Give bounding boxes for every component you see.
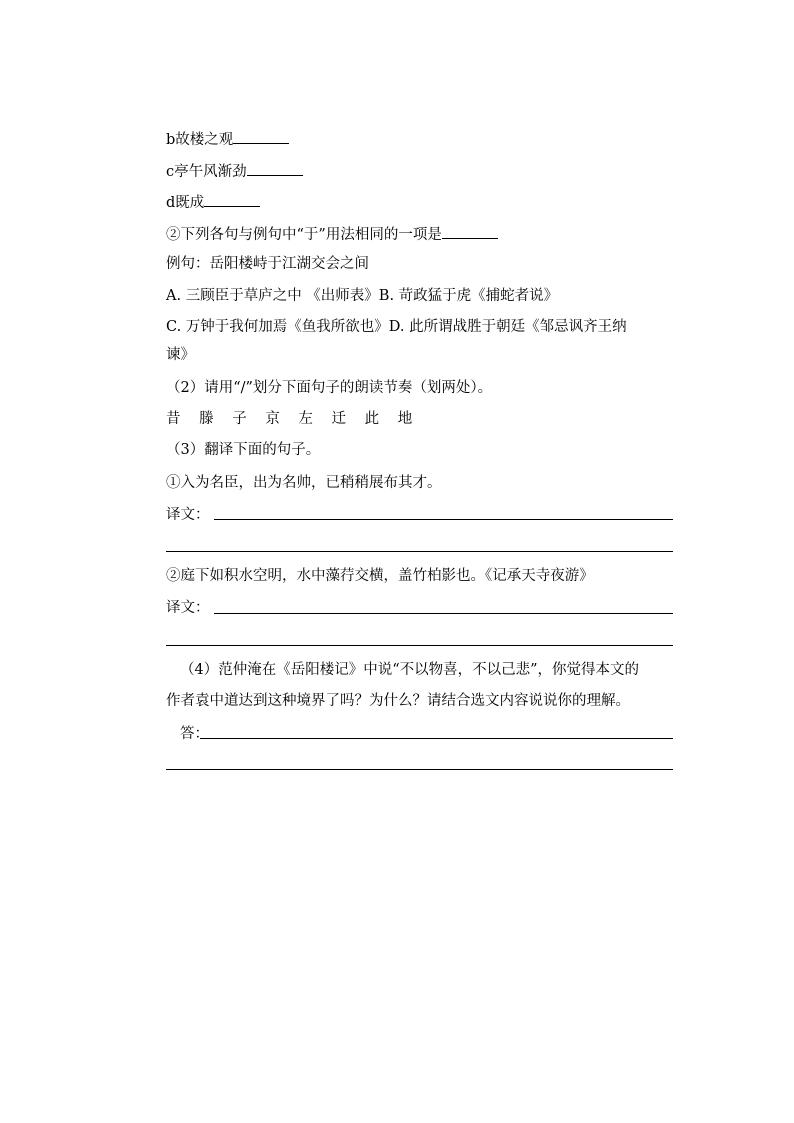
answer-blank-q2[interactable] [442,223,498,239]
answer-label: 答： [180,726,209,742]
part-4-prompt: （4）范仲淹在《岳阳楼记》中说“不以物喜，不以己悲”，你觉得本文的 [180,662,640,678]
part-4-prompt-continued: 作者袁中道达到这种境界了吗？为什么？请结合选文内容说说你的理解。 [166,693,630,709]
item-b-text: b故楼之观 [166,132,234,148]
options-cd: C. 万钟于我何加焉《鱼我所欲也》D. 此所谓战胜于朝廷《邹忌讽齐王纳 [166,319,627,335]
translation-2-label: 译文： [166,600,210,616]
translation-1-line-2[interactable] [166,551,673,552]
sentence-1: ①入为名臣，出为名帅，已稍稍展布其才。 [166,475,442,491]
answer-line-2[interactable] [166,769,673,770]
example-sentence: 例句：岳阳楼峙于江湖交会之间 [166,256,369,272]
item-d [166,191,260,213]
options-cd-continued: 谏》 [166,347,195,363]
item-c-text: c亭午风渐劲 [166,164,247,180]
translation-2-line-2[interactable] [166,645,673,646]
translation-1-label: 译文： [166,507,210,523]
translation-2-line-1[interactable] [214,613,673,614]
answer-blank-b[interactable] [233,128,289,144]
item-d-text: d既成 [166,195,205,211]
question-2 [166,223,498,245]
answer-blank-d[interactable] [204,191,260,207]
item-b [166,128,289,150]
item-c [166,160,303,182]
part-3-prompt: （3）翻译下面的句子。 [166,442,321,458]
sentence-2: ②庭下如积水空明，水中藻荇交横，盖竹柏影也。《记承天寺夜游》 [166,568,594,584]
options-ab: A. 三顾臣于草庐之中 《出师表》B. 苛政猛于虎《捕蛇者说》 [166,288,559,304]
part-2-prompt: （2）请用“/”划分下面句子的朗读节奏（划两处）。 [166,380,493,396]
answer-blank-c[interactable] [247,160,303,176]
rhythm-sentence: 昔 滕 子 京 左 迁 此 地 [166,411,420,427]
answer-line-1[interactable] [200,738,673,739]
question-2-text: ②下列各句与例句中“于”用法相同的一项是 [166,227,442,243]
translation-1-line-1[interactable] [214,519,673,520]
